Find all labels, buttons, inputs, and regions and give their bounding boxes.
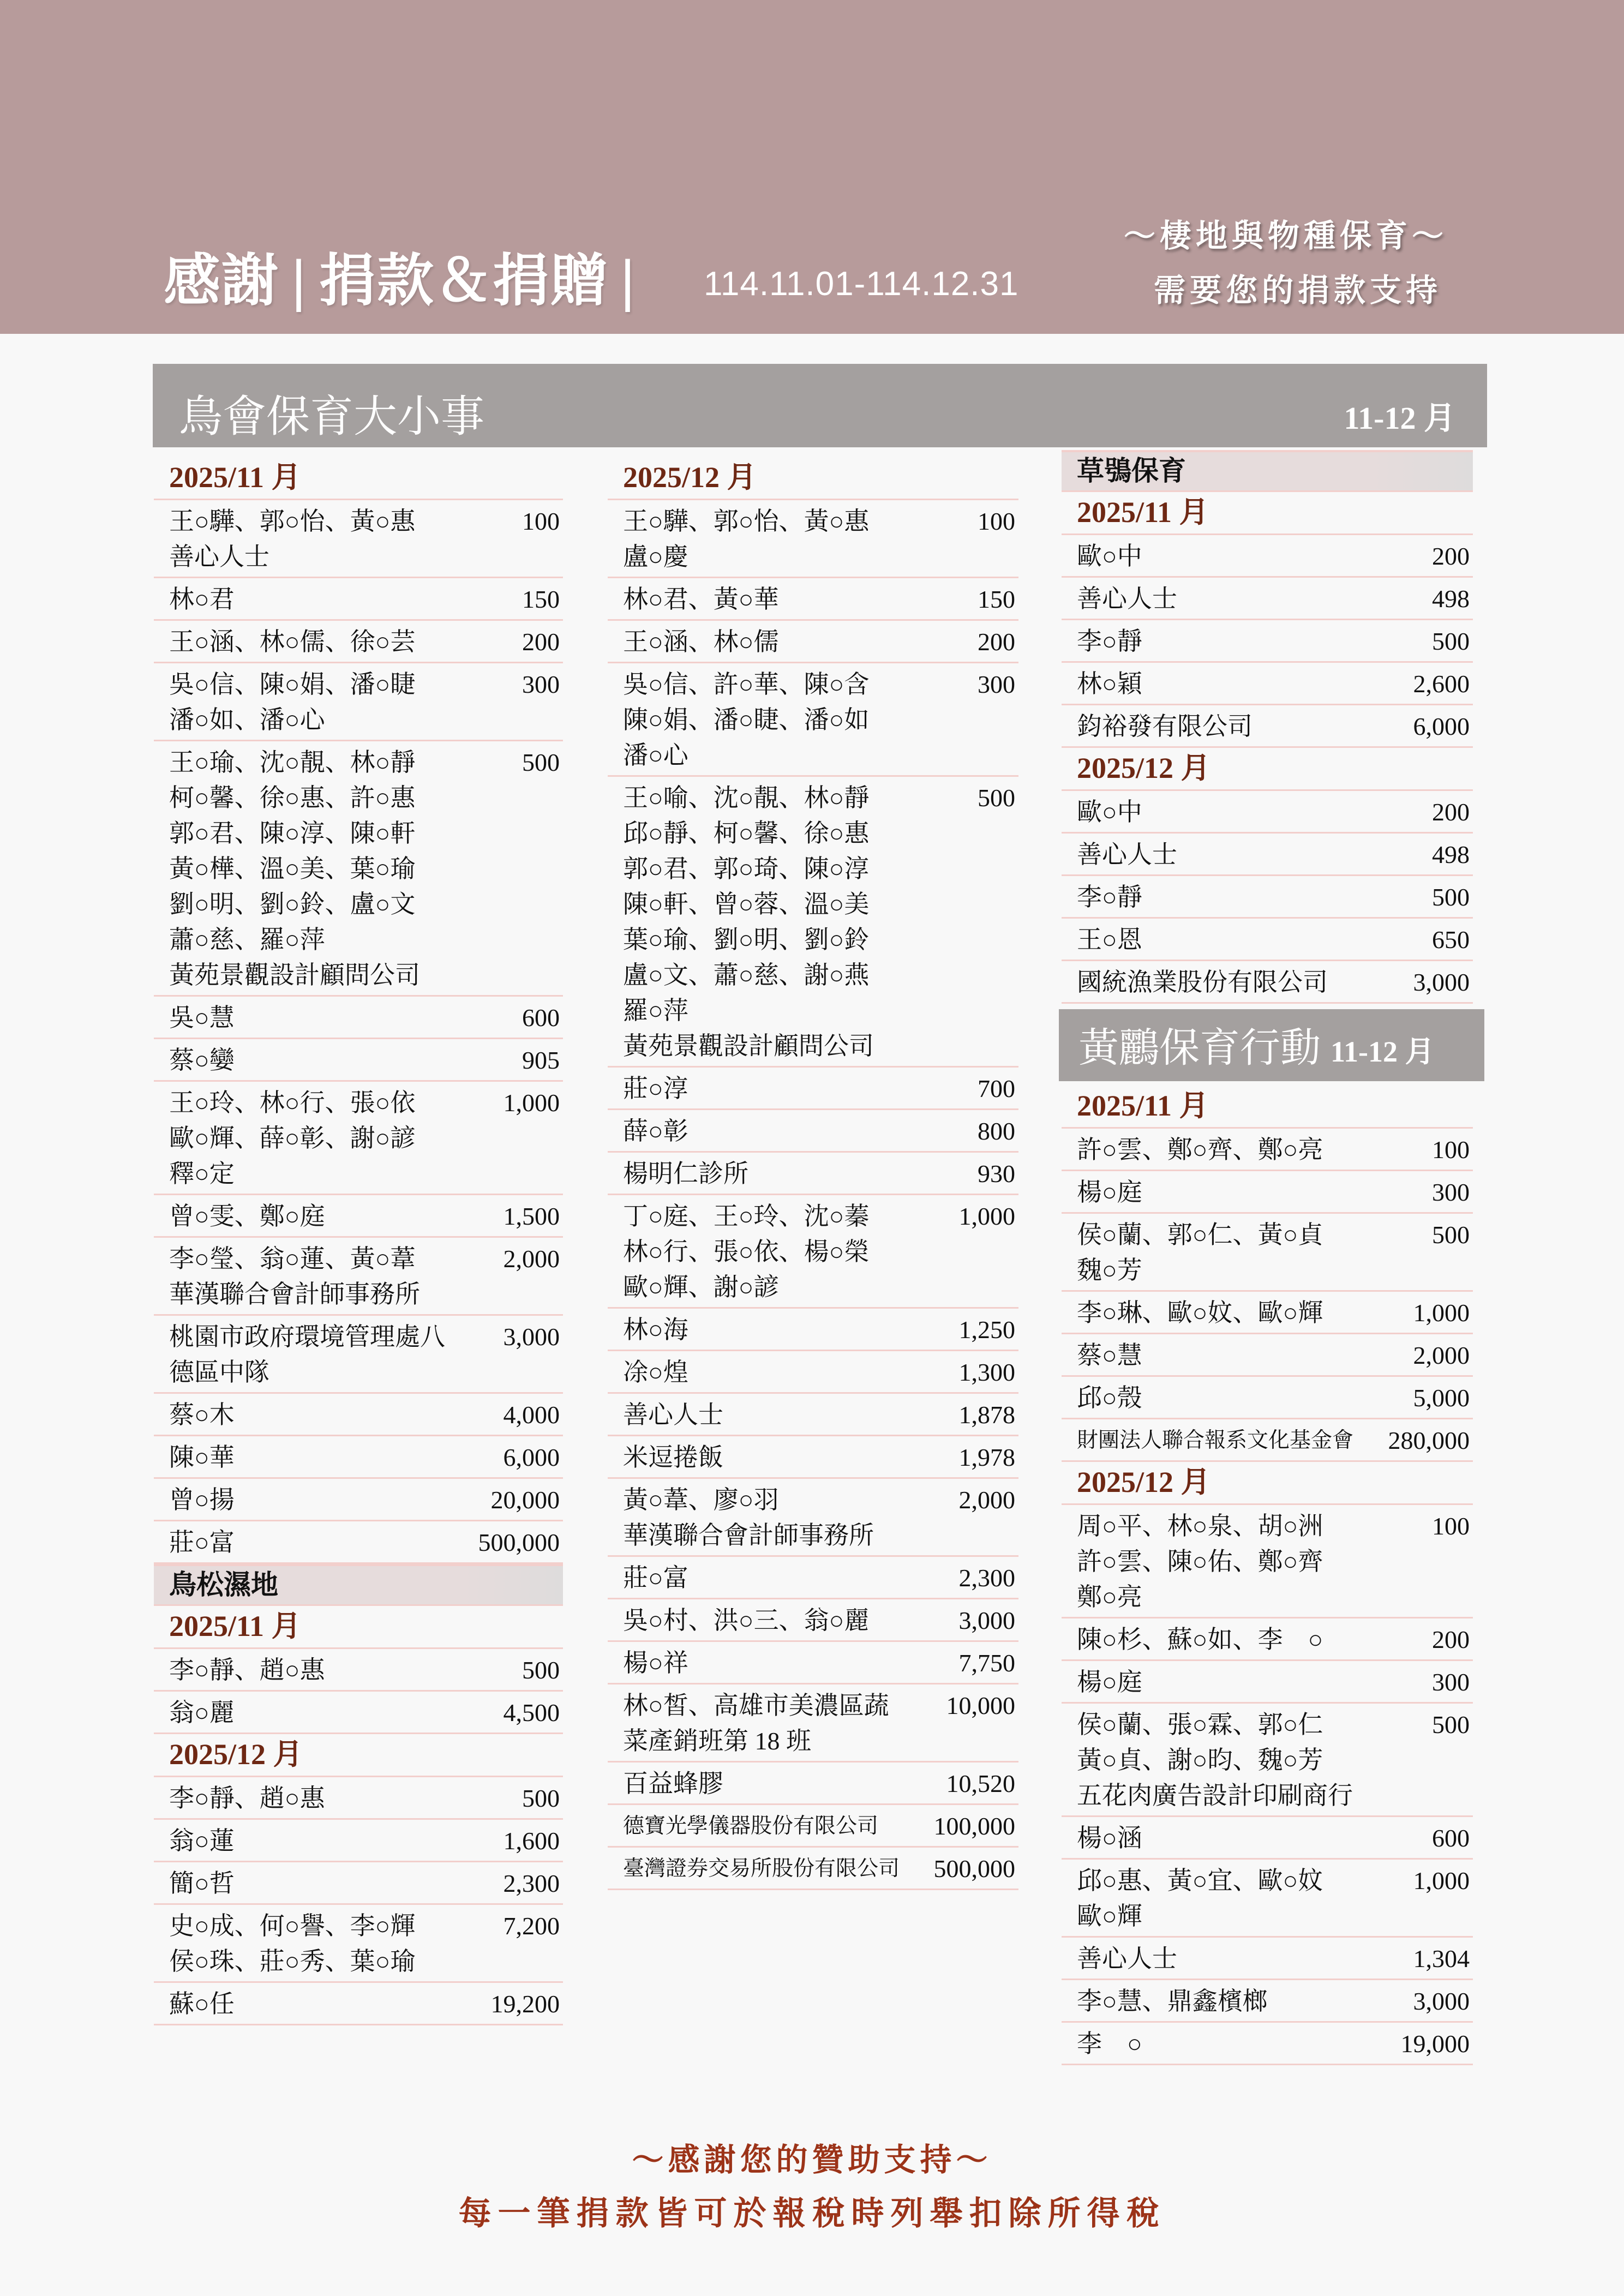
- donor-name: 德寶光學儀器股份有限公司: [623, 1814, 879, 1838]
- donor-row: [154, 1238, 563, 1316]
- donation-amount: 200: [1432, 542, 1470, 570]
- donor-name: 王○涵、林○儒、徐○芸: [169, 628, 416, 656]
- donor-row: [154, 1692, 563, 1734]
- donation-amount: 500,000: [478, 1528, 560, 1556]
- subsection-heading: 鳥松濕地: [154, 1564, 563, 1606]
- banner-title: [164, 235, 648, 316]
- section-header-main: [153, 364, 1487, 447]
- donor-row: [1062, 1292, 1473, 1334]
- donation-amount: 2,000: [503, 1245, 560, 1273]
- donation-amount: 500: [1432, 1221, 1470, 1249]
- column-1: [154, 457, 563, 2025]
- donation-amount: 19,000: [1400, 2030, 1470, 2058]
- donor-row: [154, 1862, 563, 1905]
- donation-amount: 1,250: [958, 1316, 1015, 1344]
- donation-amount: 500: [522, 1784, 560, 1812]
- donor-row: [154, 1521, 563, 1564]
- donor-name: 吳○村、洪○三、翁○麗: [623, 1606, 870, 1634]
- donor-name: 莊○富: [623, 1564, 688, 1592]
- donor-row: [1062, 535, 1473, 578]
- donor-row: [1062, 1377, 1473, 1419]
- tagline-habitat: ～棲地與物種保育～: [1124, 217, 1448, 254]
- donor-row: [608, 1479, 1018, 1557]
- donor-row: [608, 1195, 1018, 1309]
- donor-row: [608, 1848, 1018, 1890]
- donor-name: 許○雲、鄭○齊、鄭○亮: [1077, 1136, 1323, 1164]
- donation-amount: 1,000: [503, 1089, 560, 1117]
- donation-amount: 2,600: [1413, 670, 1470, 698]
- month-heading: 2025/12 月: [608, 457, 1018, 500]
- donor-name: 吳○信、許○華、陳○含 陳○娟、潘○睫、潘○如 潘○心: [623, 670, 870, 769]
- title-separator-2: |: [620, 249, 637, 313]
- donation-amount: 100: [522, 507, 560, 535]
- donor-row: [1062, 1419, 1473, 1462]
- donor-name: 善心人士: [1077, 841, 1177, 868]
- donor-name: 歐○中: [1077, 542, 1142, 570]
- donor-row: [1062, 1704, 1473, 1817]
- month-heading: 2025/12 月: [1062, 1462, 1473, 1505]
- donation-amount: 150: [522, 585, 560, 613]
- donor-row: [608, 1068, 1018, 1110]
- donation-amount: 7,750: [958, 1649, 1015, 1677]
- donor-name: 莊○淳: [623, 1075, 688, 1102]
- donor-name: 善心人士: [1077, 585, 1177, 613]
- donor-row: [154, 1820, 563, 1862]
- donation-amount: 1,000: [1413, 1299, 1470, 1327]
- donation-amount: 6,000: [503, 1443, 560, 1471]
- donation-amount: 7,200: [503, 1912, 560, 1940]
- donor-row: [1062, 1618, 1473, 1661]
- month-heading: 2025/12 月: [1062, 748, 1473, 791]
- donor-row: [1062, 919, 1473, 961]
- donor-row: [608, 1599, 1018, 1642]
- donation-amount: 600: [1432, 1824, 1470, 1852]
- donation-amount: 930: [978, 1160, 1015, 1188]
- donor-name: 善心人士: [623, 1401, 723, 1429]
- donor-name: 薛○彰: [623, 1117, 688, 1145]
- month-heading: 2025/11 月: [154, 457, 563, 500]
- donor-row: [154, 1905, 563, 1983]
- donor-row: [154, 1394, 563, 1436]
- donor-name: 林○皙、高雄市美濃區蔬 菜產銷班第 18 班: [623, 1692, 889, 1755]
- donor-name: 吳○慧: [169, 1004, 235, 1032]
- donor-name: 王○瑜、沈○靚、林○靜 柯○馨、徐○惠、許○惠 郭○君、陳○淳、陳○軒 黃○樺、溫○美、葉○瑜 劉○明、劉○鈴、盧○文 蕭○慈、羅○萍 黃苑景觀設計顧問公司: [169, 748, 420, 989]
- subsection-heading: 草鴞保育: [1062, 450, 1473, 492]
- donation-amount: 2,300: [503, 1869, 560, 1897]
- donation-amount: 1,300: [958, 1358, 1015, 1386]
- donation-amount: 1,000: [958, 1202, 1015, 1230]
- donor-row: [154, 1039, 563, 1082]
- donor-name: 莊○富: [169, 1528, 235, 1556]
- donation-amount: 200: [522, 628, 560, 656]
- donor-name: 李○靜、趙○惠: [169, 1784, 325, 1812]
- donor-name: 蘇○任: [169, 1990, 235, 2018]
- donor-row: [1062, 1661, 1473, 1704]
- donor-name: 翁○蓮: [169, 1827, 235, 1855]
- donor-list: [1062, 791, 1473, 1004]
- donor-name: 翁○麗: [169, 1699, 235, 1727]
- donor-name: 林○君: [169, 585, 235, 613]
- donor-row: [608, 621, 1018, 663]
- donor-name: 邱○惠、黃○宜、歐○妏 歐○輝: [1077, 1867, 1323, 1930]
- donation-amount: 1,600: [503, 1827, 560, 1855]
- donor-row: [154, 621, 563, 663]
- donor-name: 王○玲、林○行、張○依 歐○輝、薛○彰、謝○諺 釋○定: [169, 1089, 416, 1188]
- donor-row: [608, 1684, 1018, 1763]
- donor-row: [1062, 791, 1473, 834]
- donation-amount: 1,878: [958, 1401, 1015, 1429]
- donation-amount: 280,000: [1388, 1426, 1470, 1454]
- column-3: [1062, 450, 1473, 2065]
- donor-row: [154, 1082, 563, 1195]
- section-title: 鳥會保育大小事: [179, 393, 484, 441]
- donor-list: [154, 1649, 563, 1734]
- donor-name: 李○慧、鼎鑫檳榔: [1077, 1987, 1268, 2015]
- donation-amount: 200: [1432, 1626, 1470, 1653]
- donor-row: [154, 1983, 563, 2025]
- donor-row: [1062, 1860, 1473, 1938]
- donor-row: [608, 1394, 1018, 1436]
- donor-name: 邱○殼: [1077, 1384, 1142, 1412]
- donor-name: 曾○雯、鄭○庭: [169, 1202, 325, 1230]
- donation-amount: 200: [1432, 798, 1470, 826]
- donor-row: [608, 1110, 1018, 1153]
- donor-row: [154, 1649, 563, 1692]
- donor-list: [1062, 1129, 1473, 1462]
- section-range: 11-12 月: [1331, 1035, 1435, 1068]
- donor-row: [1062, 578, 1473, 620]
- donation-amount: 19,200: [490, 1990, 560, 2018]
- donor-name: 楊○祥: [623, 1649, 688, 1677]
- donor-name: 簡○哲: [169, 1869, 235, 1897]
- donation-amount: 4,000: [503, 1401, 560, 1429]
- top-banner: [0, 0, 1624, 334]
- donation-amount: 1,304: [1413, 1945, 1470, 1973]
- donor-row: [1062, 705, 1473, 748]
- donation-amount: 150: [978, 585, 1015, 613]
- section-title: 黃鸝保育行動: [1078, 1026, 1321, 1071]
- donor-name: 王○恩: [1077, 926, 1142, 954]
- donor-row: [1062, 1334, 1473, 1377]
- donation-amount: 905: [522, 1046, 560, 1074]
- donor-row: [154, 663, 563, 741]
- donation-amount: 2,300: [958, 1564, 1015, 1592]
- donor-row: [1062, 1505, 1473, 1618]
- donor-name: 丁○庭、王○玲、沈○蓁 林○行、張○依、楊○榮 歐○輝、謝○諺: [623, 1202, 870, 1301]
- donation-amount: 500: [1432, 627, 1470, 655]
- donation-amount: 700: [978, 1075, 1015, 1102]
- donation-amount: 500,000: [933, 1855, 1015, 1883]
- donation-amount: 3,000: [1413, 968, 1470, 996]
- donation-amount: 498: [1432, 841, 1470, 868]
- donation-amount: 1,978: [958, 1443, 1015, 1471]
- donor-list: [1062, 535, 1473, 748]
- donor-row: [608, 1642, 1018, 1684]
- title-separator: |: [291, 249, 308, 313]
- donor-row: [608, 1557, 1018, 1599]
- donor-row: [1062, 1817, 1473, 1860]
- donation-amount: 1,500: [503, 1202, 560, 1230]
- donor-name: 米逗捲飯: [623, 1443, 723, 1471]
- donation-amount: 600: [522, 1004, 560, 1032]
- donation-amount: 3,000: [503, 1323, 560, 1351]
- donor-name: 吳○信、陳○娟、潘○睫 潘○如、潘○心: [169, 670, 416, 734]
- donor-row: [1062, 1171, 1473, 1214]
- donation-amount: 500: [1432, 1711, 1470, 1739]
- section-header-oriole: [1059, 1009, 1484, 1081]
- section-range: 11-12 月: [1344, 400, 1455, 436]
- donor-row: [1062, 1214, 1473, 1292]
- donor-row: [154, 741, 563, 997]
- donor-name: 周○平、林○泉、胡○洲 許○雲、陳○佑、鄭○齊 鄭○亮: [1077, 1512, 1323, 1611]
- donor-row: [154, 1479, 563, 1521]
- donor-name: 侯○蘭、郭○仁、黃○貞 魏○芳: [1077, 1221, 1323, 1284]
- donor-row: [1062, 961, 1473, 1004]
- donor-name: 楊明仁診所: [623, 1160, 748, 1188]
- donor-name: 李○靜、趙○惠: [169, 1656, 325, 1684]
- donor-name: 李○瑩、翁○蓮、黃○葦 華漢聯合會計師事務所: [169, 1245, 420, 1308]
- donor-name: 臺灣證券交易所股份有限公司: [623, 1857, 900, 1880]
- donation-amount: 100: [1432, 1512, 1470, 1540]
- donation-amount: 100: [1432, 1136, 1470, 1164]
- donor-name: 李 ○: [1077, 2030, 1142, 2058]
- donor-row: [1062, 620, 1473, 663]
- donor-name: 林○海: [623, 1316, 688, 1344]
- donor-row: [154, 578, 563, 621]
- donor-name: 蔡○孌: [169, 1046, 235, 1074]
- donor-row: [1062, 1980, 1473, 2023]
- donation-amount: 10,520: [946, 1770, 1015, 1797]
- donor-name: 曾○揚: [169, 1486, 235, 1514]
- donation-amount: 3,000: [1413, 1987, 1470, 2015]
- donation-amount: 500: [522, 748, 560, 776]
- donor-row: [1062, 1938, 1473, 1980]
- donor-row: [154, 997, 563, 1039]
- donation-amount: 498: [1432, 585, 1470, 613]
- donor-name: 財團法人聯合報系文化基金會: [1077, 1429, 1354, 1452]
- footer-tax-note: 每一筆捐款皆可於報稅時列舉扣除所得稅: [458, 2195, 1166, 2233]
- donor-row: [154, 500, 563, 578]
- donation-amount: 100: [978, 507, 1015, 535]
- donor-row: [154, 1316, 563, 1394]
- donor-name: 善心人士: [1077, 1945, 1177, 1973]
- donation-amount: 300: [522, 670, 560, 698]
- donation-amount: 20,000: [490, 1486, 560, 1514]
- month-heading: 2025/12 月: [154, 1734, 563, 1777]
- donor-row: [154, 1777, 563, 1820]
- donor-name: 蔡○木: [169, 1401, 235, 1429]
- donation-amount: 300: [1432, 1668, 1470, 1696]
- donation-amount: 6,000: [1413, 712, 1470, 740]
- tagline-support: 需要您的捐款支持: [1154, 272, 1442, 309]
- title-donations: 捐款＆捐贈: [319, 249, 609, 313]
- donor-name: 王○喻、沈○靚、林○靜 邱○靜、柯○馨、徐○惠 郭○君、郭○琦、陳○淳 陳○軒、曾○蓉、溫○美 葉○瑜、劉○明、劉○鈴 盧○文、蕭○慈、謝○燕 羅○萍 黃苑景觀設計顧問公司: [623, 784, 874, 1060]
- donation-amount: 300: [1432, 1178, 1470, 1206]
- donor-row: [1062, 1129, 1473, 1171]
- donor-list: [1062, 1505, 1473, 2065]
- donor-name: 百益蜂膠: [623, 1770, 723, 1797]
- donor-name: 李○靜: [1077, 883, 1142, 911]
- donor-name: 李○靜: [1077, 627, 1142, 655]
- donation-amount: 2,000: [1413, 1341, 1470, 1369]
- donation-amount: 300: [978, 670, 1015, 698]
- donation-amount: 2,000: [958, 1486, 1015, 1514]
- donor-name: 王○涵、林○儒: [623, 628, 779, 656]
- donor-row: [608, 1436, 1018, 1479]
- donor-name: 陳○杉、蘇○如、李 ○: [1077, 1626, 1323, 1653]
- donor-name: 蔡○慧: [1077, 1341, 1142, 1369]
- donor-list: [154, 500, 563, 1564]
- donation-amount: 4,500: [503, 1699, 560, 1727]
- footer-thanks: ～感謝您的贊助支持～: [632, 2141, 992, 2178]
- donor-name: 王○驊、郭○怡、黃○惠 善心人士: [169, 507, 416, 571]
- donor-name: 楊○涵: [1077, 1824, 1142, 1852]
- donation-amount: 200: [978, 628, 1015, 656]
- donor-name: 黃○葦、廖○羽 華漢聯合會計師事務所: [623, 1486, 874, 1549]
- date-range: 114.11.01-114.12.31: [704, 265, 1019, 303]
- donor-name: 桃園市政府環境管理處八 德區中隊: [169, 1323, 445, 1386]
- donor-name: 楊○庭: [1077, 1668, 1142, 1696]
- donor-name: 李○琳、歐○妏、歐○輝: [1077, 1299, 1323, 1327]
- month-heading: 2025/11 月: [154, 1606, 563, 1649]
- donor-row: [608, 1351, 1018, 1394]
- donor-row: [1062, 663, 1473, 705]
- donor-name: 凃○煌: [623, 1358, 688, 1386]
- donor-name: 侯○蘭、張○霖、郭○仁 黃○貞、謝○昀、魏○芳 五花肉廣告設計印刷商行: [1077, 1711, 1353, 1809]
- donor-name: 林○穎: [1077, 670, 1142, 698]
- month-heading: 2025/11 月: [1062, 1086, 1473, 1129]
- donor-name: 國統漁業股份有限公司: [1077, 968, 1328, 996]
- donor-row: [154, 1195, 563, 1238]
- month-heading: 2025/11 月: [1062, 492, 1473, 535]
- donor-row: [608, 663, 1018, 777]
- donation-amount: 10,000: [946, 1692, 1015, 1719]
- donor-name: 林○君、黃○華: [623, 585, 779, 613]
- donation-amount: 650: [1432, 926, 1470, 954]
- donor-row: [608, 777, 1018, 1068]
- donor-name: 陳○華: [169, 1443, 235, 1471]
- donor-row: [1062, 876, 1473, 919]
- donor-name: 歐○中: [1077, 798, 1142, 826]
- donation-amount: 500: [522, 1656, 560, 1684]
- donor-name: 楊○庭: [1077, 1178, 1142, 1206]
- column-2: [608, 457, 1018, 1890]
- donor-list: [608, 500, 1018, 1890]
- donor-row: [608, 1805, 1018, 1848]
- donor-name: 王○驊、郭○怡、黃○惠 盧○慶: [623, 507, 870, 571]
- donation-amount: 5,000: [1413, 1384, 1470, 1412]
- donor-list: [154, 1777, 563, 2025]
- donor-row: [608, 500, 1018, 578]
- donation-amount: 1,000: [1413, 1867, 1470, 1895]
- donor-row: [1062, 834, 1473, 876]
- donor-name: 鈞裕發有限公司: [1077, 712, 1253, 740]
- donation-amount: 100,000: [933, 1812, 1015, 1840]
- donor-row: [608, 578, 1018, 621]
- donor-row: [608, 1153, 1018, 1195]
- donation-amount: 500: [978, 784, 1015, 812]
- title-thanks: 感謝: [164, 249, 280, 313]
- donor-row: [154, 1436, 563, 1479]
- donor-row: [1062, 2023, 1473, 2065]
- donor-row: [608, 1763, 1018, 1805]
- donor-row: [608, 1309, 1018, 1351]
- donation-amount: 800: [978, 1117, 1015, 1145]
- donation-amount: 3,000: [958, 1606, 1015, 1634]
- donor-name: 史○成、何○譽、李○輝 侯○珠、莊○秀、葉○瑜: [169, 1912, 416, 1975]
- donation-amount: 500: [1432, 883, 1470, 911]
